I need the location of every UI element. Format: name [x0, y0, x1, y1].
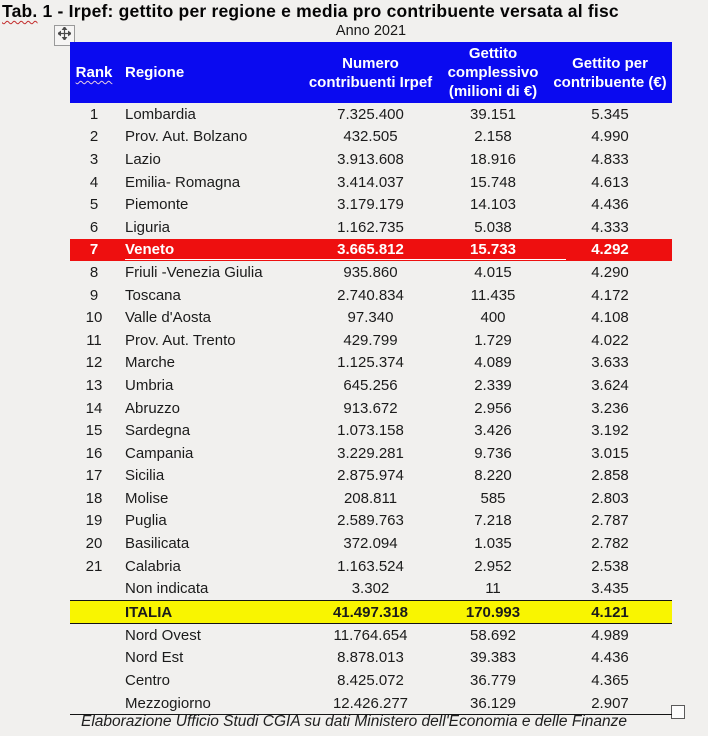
cell-per: 4.022	[591, 331, 629, 349]
cell-num: 1.073.158	[337, 422, 404, 440]
cell-num: 1.125.374	[337, 354, 404, 372]
cell-num: 11.764.654	[333, 626, 408, 644]
cell-get: 11	[485, 580, 501, 598]
cell-num: 3.229.281	[337, 444, 404, 462]
table-subtitle: Anno 2021	[335, 23, 407, 39]
cell-regione: Nord Ovest	[125, 626, 201, 644]
cell-rank: 1	[89, 105, 99, 123]
header-regione: Regione	[125, 64, 185, 81]
cell-rank: 6	[89, 218, 99, 236]
cell-get: 4.089	[474, 354, 512, 372]
cell-get: 5.038	[474, 218, 512, 236]
cell-get: 9.736	[474, 444, 512, 462]
cell-num: 12.426.277	[332, 694, 409, 712]
cell-get: 18.916	[470, 150, 516, 168]
cell-regione: Lazio	[125, 150, 161, 168]
cell-rank: 2	[89, 128, 99, 146]
cell-num: 372.094	[343, 535, 398, 553]
cell-regione: ITALIA	[125, 603, 173, 621]
table-row	[70, 669, 672, 692]
cell-per: 3.633	[591, 354, 629, 372]
table-row	[70, 397, 672, 420]
cell-get: 1.035	[474, 535, 512, 553]
table-row	[70, 465, 672, 488]
cell-regione: Molise	[125, 489, 169, 507]
cell-regione: Abruzzo	[125, 399, 181, 417]
cell-regione: Lombardia	[125, 105, 196, 123]
cell-rank: 10	[85, 309, 103, 327]
cell-rank: 19	[85, 512, 103, 530]
table-row	[70, 148, 672, 171]
table-body	[70, 103, 672, 715]
table-row	[70, 239, 672, 262]
cell-num: 3.913.608	[337, 150, 404, 168]
cell-regione: Prov. Aut. Trento	[125, 331, 236, 349]
cell-num: 1.162.735	[337, 218, 404, 236]
table-row	[70, 532, 672, 555]
cell-regione: Centro	[125, 672, 171, 690]
cell-rank: 18	[85, 489, 103, 507]
cell-get: 7.218	[474, 512, 512, 530]
table-row	[70, 171, 672, 194]
cell-num: 8.425.072	[337, 672, 404, 690]
cell-get: 3.426	[474, 422, 512, 440]
cell-regione: Sardegna	[125, 422, 191, 440]
cell-regione: Toscana	[125, 286, 181, 304]
cell-regione: Sicilia	[125, 467, 165, 485]
cell-num: 645.256	[343, 376, 398, 394]
cell-regione: Piemonte	[125, 196, 189, 214]
table-row	[70, 555, 672, 578]
cell-get: 11.435	[470, 286, 516, 304]
cell-rank: 12	[85, 354, 103, 372]
cell-get: 1.729	[474, 331, 512, 349]
cell-num: 935.860	[343, 263, 398, 281]
cell-num: 1.163.524	[337, 557, 404, 575]
cell-rank: 5	[89, 196, 99, 214]
cell-rank: 8	[89, 263, 99, 281]
table-row	[70, 216, 672, 239]
cell-num: 3.302	[351, 580, 390, 598]
table-row	[70, 510, 672, 533]
cell-num: 7.325.400	[337, 105, 404, 123]
cell-per: 3.236	[591, 399, 629, 417]
cell-regione: Mezzogiorno	[125, 694, 211, 712]
cell-num: 3.414.037	[337, 173, 404, 191]
cell-regione: Nord Est	[125, 649, 184, 667]
cell-rank: 13	[85, 376, 103, 394]
title-rest: 1 - Irpef: gettito per regione e media pro contribuente versata al fisc	[37, 1, 619, 21]
cell-rank: 7	[89, 241, 99, 259]
table-row	[70, 487, 672, 510]
cell-regione: Emilia- Romagna	[125, 173, 241, 191]
cell-get: 4.015	[474, 263, 512, 281]
header-per-contribuente: Gettito per contribuente (€)	[553, 54, 667, 91]
cell-num: 41.497.318	[332, 603, 409, 621]
cell-per: 2.787	[591, 512, 629, 530]
cell-get: 8.220	[474, 467, 512, 485]
cell-get: 36.129	[470, 694, 516, 712]
cell-rank: 21	[85, 557, 103, 575]
table-row	[70, 352, 672, 375]
cell-per: 2.907	[591, 694, 629, 712]
cell-rank: 14	[85, 399, 103, 417]
table-row	[70, 306, 672, 329]
cell-get: 2.158	[474, 128, 512, 146]
cell-get: 15.733	[470, 241, 516, 259]
cell-rank: 9	[89, 286, 99, 304]
cell-num: 2.875.974	[337, 467, 404, 485]
cell-regione: Umbria	[125, 376, 174, 394]
cell-per: 4.989	[591, 626, 629, 644]
header-gettito: Gettito complessivo (milioni di €)	[447, 45, 539, 100]
table-row	[70, 126, 672, 149]
cell-per: 4.613	[591, 173, 629, 191]
cell-per: 3.624	[591, 376, 629, 394]
cell-regione: Basilicata	[125, 535, 190, 553]
cell-rank: 15	[85, 422, 103, 440]
table-row	[70, 647, 672, 670]
cell-get: 58.692	[470, 626, 516, 644]
page-title	[2, 1, 619, 22]
cell-get: 36.779	[470, 672, 516, 690]
table-row	[70, 419, 672, 442]
cell-per: 2.782	[591, 535, 629, 553]
cell-per: 4.833	[591, 150, 629, 168]
cell-num: 913.672	[343, 399, 398, 417]
cell-per: 4.172	[591, 286, 629, 304]
table-row	[70, 103, 672, 126]
cell-num: 432.505	[343, 128, 398, 146]
source-note: Elaborazione Ufficio Studi CGIA su dati Ministero dell'Economia e delle Finanze	[80, 713, 628, 730]
cell-get: 15.748	[470, 173, 516, 191]
cell-per: 4.436	[591, 649, 629, 667]
table-row	[70, 600, 672, 624]
cell-regione: Friuli -Venezia Giulia	[125, 263, 263, 281]
title-first-word: Tab.	[2, 1, 38, 21]
irpef-table	[70, 42, 672, 715]
cell-per: 4.365	[591, 672, 629, 690]
cell-regione: Valle d'Aosta	[125, 309, 211, 327]
cell-get: 2.339	[474, 376, 512, 394]
cell-num: 2.589.763	[337, 512, 404, 530]
cell-per: 4.290	[591, 263, 629, 281]
cell-per: 4.333	[591, 218, 629, 236]
table-row	[70, 374, 672, 397]
cell-per: 5.345	[591, 105, 629, 123]
cell-num: 208.811	[343, 489, 398, 507]
cell-per: 2.803	[591, 489, 629, 507]
header-contribuenti: Numero contribuenti Irpef	[308, 54, 433, 91]
table-row	[70, 442, 672, 465]
table-row	[70, 624, 672, 647]
cell-rank: 3	[89, 150, 99, 168]
cell-rank: 4	[89, 173, 99, 191]
cell-get: 585	[480, 489, 506, 507]
cell-num: 3.665.812	[337, 241, 404, 259]
cell-per: 3.192	[591, 422, 629, 440]
cell-per: 2.538	[591, 557, 629, 575]
cell-regione: Campania	[125, 444, 194, 462]
table-row	[70, 329, 672, 352]
cell-rank: 11	[86, 331, 102, 349]
cell-per: 3.435	[591, 580, 629, 598]
cell-per: 2.858	[591, 467, 629, 485]
cell-get: 2.952	[474, 557, 512, 575]
table-row	[70, 692, 672, 715]
cell-per: 4.121	[591, 603, 629, 621]
cell-regione: Calabria	[125, 557, 181, 575]
cell-get: 400	[480, 309, 506, 327]
cell-per: 3.015	[591, 444, 629, 462]
cell-rank: 17	[85, 467, 103, 485]
table-row	[70, 284, 672, 307]
cell-per: 4.292	[591, 241, 629, 259]
cell-regione: Liguria	[125, 218, 171, 236]
cell-regione: Marche	[125, 354, 176, 372]
table-row	[70, 193, 672, 216]
cell-per: 4.108	[591, 309, 629, 327]
cell-regione: Non indicata	[125, 580, 209, 598]
table-row	[70, 261, 672, 284]
cell-num: 429.799	[343, 331, 398, 349]
header-rank: Rank	[75, 64, 113, 81]
cell-num: 2.740.834	[337, 286, 404, 304]
cell-num: 97.340	[347, 309, 394, 327]
cell-regione: Puglia	[125, 512, 167, 530]
cell-regione: Veneto	[125, 241, 175, 259]
cell-get: 14.103	[470, 196, 516, 214]
cell-get: 39.151	[470, 105, 516, 123]
cell-get: 2.956	[474, 399, 512, 417]
cell-per: 4.436	[591, 196, 629, 214]
cell-rank: 20	[85, 535, 103, 553]
highlight-row-underline	[125, 259, 566, 261]
cell-num: 3.179.179	[337, 196, 404, 214]
cell-per: 4.990	[591, 128, 629, 146]
table-row	[70, 577, 672, 600]
cell-regione: Prov. Aut. Bolzano	[125, 128, 248, 146]
cell-get: 39.383	[470, 649, 516, 667]
cell-num: 8.878.013	[337, 649, 404, 667]
cell-get: 170.993	[465, 603, 521, 621]
table-header-row	[70, 42, 672, 103]
cell-rank: 16	[85, 444, 103, 462]
